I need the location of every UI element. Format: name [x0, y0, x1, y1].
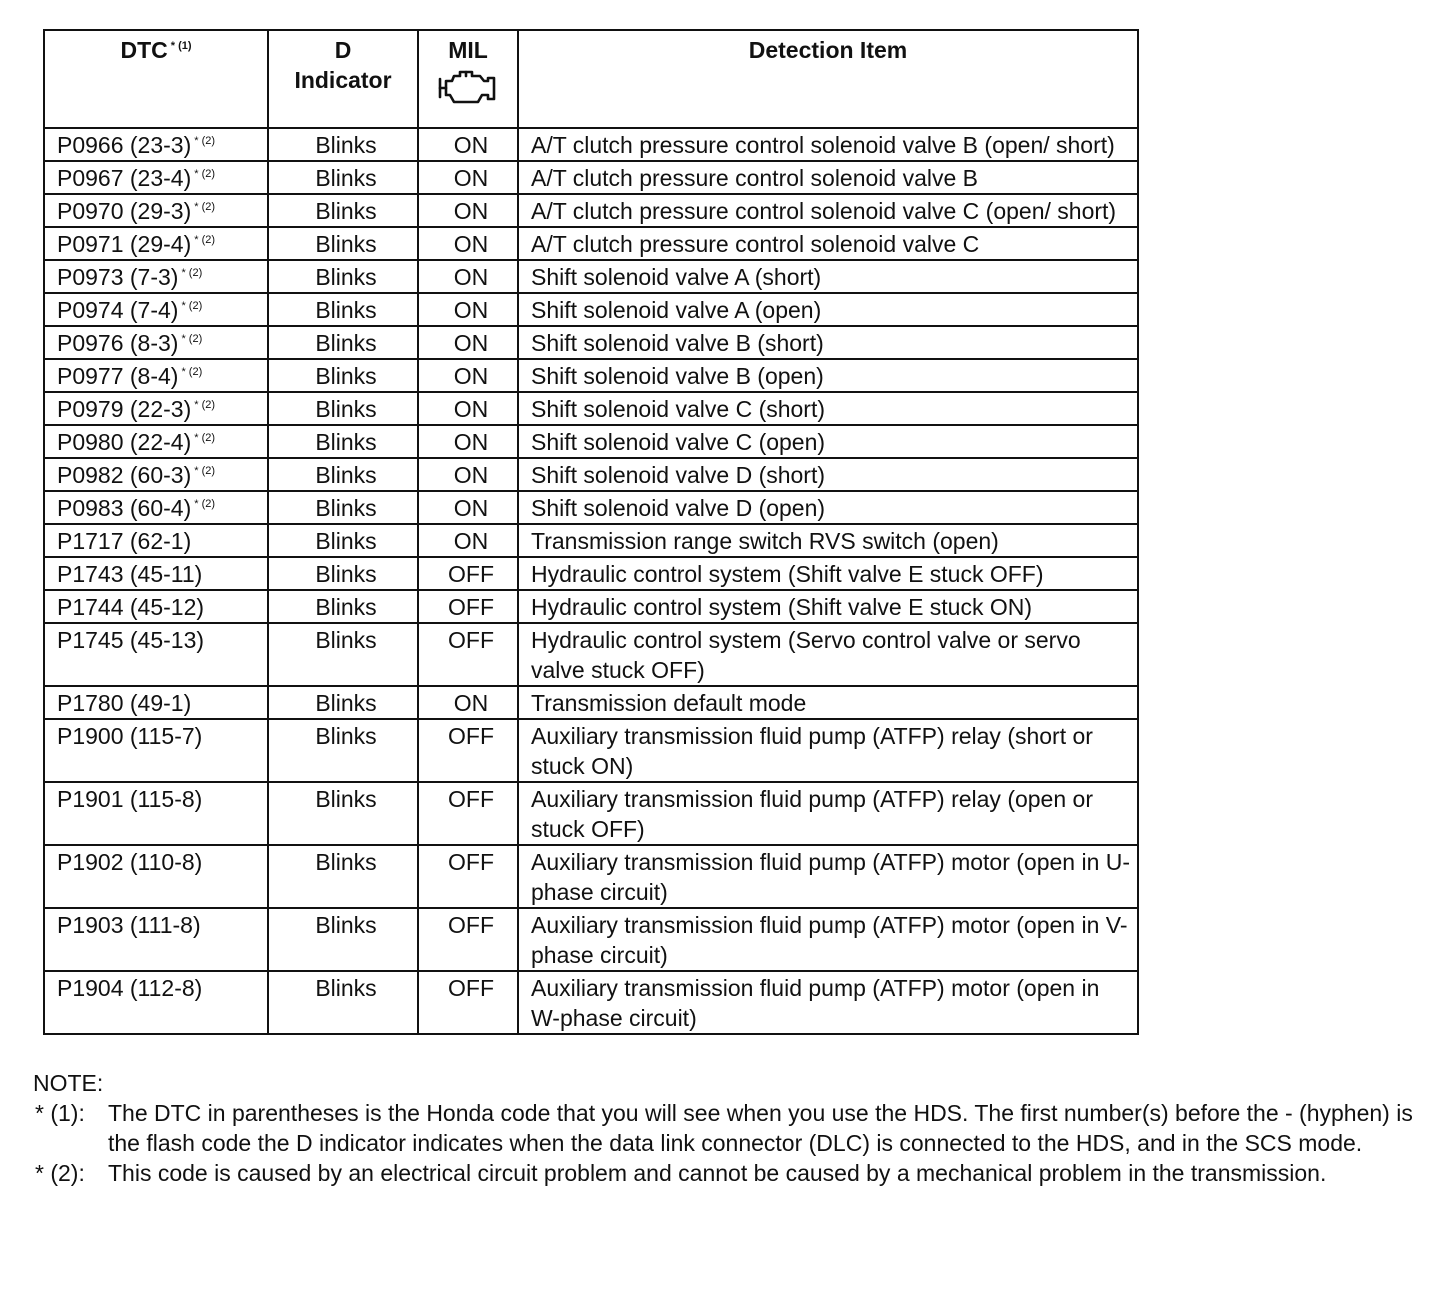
cell-detection-item: Shift solenoid valve B (short): [518, 326, 1138, 359]
cell-dtc: [44, 425, 268, 458]
table-row: [44, 524, 1138, 557]
dtc-footnote-mark: * (2): [194, 135, 216, 147]
dtc-footnote-mark: * (2): [181, 300, 203, 312]
dtc-code: P0973 (7-3): [57, 264, 179, 290]
dtc-code: P0974 (7-4): [57, 297, 179, 323]
header-dtc-footnote-mark: * (1): [170, 40, 192, 52]
cell-detection-item: Shift solenoid valve B (open): [518, 359, 1138, 392]
table-header-row: [44, 30, 1138, 128]
cell-detection-item: A/T clutch pressure control solenoid valve C (open/ short): [518, 194, 1138, 227]
cell-detection-item: Shift solenoid valve D (open): [518, 491, 1138, 524]
cell-d-indicator: Blinks: [268, 623, 418, 686]
cell-d-indicator: Blinks: [268, 524, 418, 557]
dtc-code: P0971 (29-4): [57, 231, 192, 257]
cell-dtc: [44, 719, 268, 782]
cell-detection-item: Hydraulic control system (Shift valve E stuck ON): [518, 590, 1138, 623]
table-row: [44, 227, 1138, 260]
note-key-2: * (2):: [35, 1160, 85, 1186]
dtc-table: [43, 29, 1139, 1035]
cell-mil: OFF: [418, 971, 518, 1034]
dtc-code: P0980 (22-4): [57, 429, 192, 455]
dtc-table-body: [44, 128, 1138, 1034]
cell-dtc: [44, 623, 268, 686]
cell-detection-item: Auxiliary transmission fluid pump (ATFP) motor (open in U-phase circuit): [518, 845, 1138, 908]
table-row: [44, 359, 1138, 392]
cell-mil: OFF: [418, 908, 518, 971]
cell-dtc: [44, 326, 268, 359]
cell-dtc: [44, 557, 268, 590]
header-mil-label: MIL: [448, 37, 488, 63]
dtc-code: P1780 (49-1): [57, 690, 192, 716]
table-row: [44, 590, 1138, 623]
cell-mil: ON: [418, 293, 518, 326]
cell-detection-item: A/T clutch pressure control solenoid valve B: [518, 161, 1138, 194]
header-d-indicator: [268, 30, 418, 128]
cell-mil: ON: [418, 524, 518, 557]
cell-detection-item: Auxiliary transmission fluid pump (ATFP) motor (open in V-phase circuit): [518, 908, 1138, 971]
cell-dtc: [44, 908, 268, 971]
dtc-footnote-mark: * (2): [181, 267, 203, 279]
cell-d-indicator: Blinks: [268, 227, 418, 260]
dtc-code: P1745 (45-13): [57, 627, 205, 653]
cell-d-indicator: Blinks: [268, 161, 418, 194]
note-text-2: This code is caused by an electrical circuit problem and cannot be caused by a mechanical problem in the transmission.: [108, 1160, 1327, 1186]
cell-d-indicator: Blinks: [268, 293, 418, 326]
table-row: [44, 623, 1138, 686]
cell-mil: ON: [418, 128, 518, 161]
cell-dtc: [44, 128, 268, 161]
dtc-footnote-mark: * (2): [194, 432, 216, 444]
table-row: [44, 971, 1138, 1034]
header-detection-item: [518, 30, 1138, 128]
cell-dtc: [44, 359, 268, 392]
cell-mil: ON: [418, 227, 518, 260]
notes-section: [33, 1068, 1423, 1188]
engine-check-icon: [436, 67, 500, 107]
cell-dtc: [44, 458, 268, 491]
cell-mil: OFF: [418, 590, 518, 623]
dtc-footnote-mark: * (2): [194, 498, 216, 510]
cell-detection-item: Shift solenoid valve C (open): [518, 425, 1138, 458]
cell-d-indicator: Blinks: [268, 719, 418, 782]
cell-mil: ON: [418, 194, 518, 227]
note-key-1: * (1):: [35, 1100, 85, 1126]
header-d-line2: Indicator: [294, 67, 392, 93]
cell-mil: ON: [418, 161, 518, 194]
table-row: [44, 458, 1138, 491]
cell-mil: ON: [418, 491, 518, 524]
table-row: [44, 161, 1138, 194]
table-row: [44, 845, 1138, 908]
cell-d-indicator: Blinks: [268, 359, 418, 392]
cell-dtc: [44, 392, 268, 425]
cell-dtc: [44, 782, 268, 845]
cell-d-indicator: Blinks: [268, 128, 418, 161]
cell-dtc: [44, 194, 268, 227]
table-row: [44, 293, 1138, 326]
cell-mil: OFF: [418, 623, 518, 686]
note-item-1: [33, 1098, 1423, 1158]
cell-mil: ON: [418, 359, 518, 392]
cell-dtc: [44, 227, 268, 260]
cell-dtc: [44, 971, 268, 1034]
dtc-footnote-mark: * (2): [194, 399, 216, 411]
cell-mil: ON: [418, 425, 518, 458]
dtc-footnote-mark: * (2): [194, 234, 216, 246]
cell-detection-item: Transmission default mode: [518, 686, 1138, 719]
dtc-code: P0967 (23-4): [57, 165, 192, 191]
dtc-code: P0979 (22-3): [57, 396, 192, 422]
cell-dtc: [44, 686, 268, 719]
dtc-code: P1903 (111-8): [57, 912, 201, 938]
cell-mil: ON: [418, 260, 518, 293]
cell-mil: OFF: [418, 719, 518, 782]
cell-mil: ON: [418, 458, 518, 491]
header-detection-label: Detection Item: [748, 37, 908, 63]
cell-dtc: [44, 590, 268, 623]
cell-d-indicator: Blinks: [268, 425, 418, 458]
table-row: [44, 425, 1138, 458]
dtc-code: P1743 (45-11): [57, 561, 203, 587]
dtc-code: P1902 (110-8): [57, 849, 203, 875]
cell-d-indicator: Blinks: [268, 458, 418, 491]
header-dtc-label: DTC: [120, 37, 168, 63]
table-row: [44, 686, 1138, 719]
cell-mil: OFF: [418, 557, 518, 590]
cell-detection-item: A/T clutch pressure control solenoid valve C: [518, 227, 1138, 260]
table-row: [44, 908, 1138, 971]
cell-dtc: [44, 524, 268, 557]
cell-detection-item: Hydraulic control system (Shift valve E stuck OFF): [518, 557, 1138, 590]
table-row: [44, 392, 1138, 425]
cell-d-indicator: Blinks: [268, 326, 418, 359]
dtc-code: P1904 (112-8): [57, 975, 203, 1001]
dtc-code: P0977 (8-4): [57, 363, 179, 389]
table-row: [44, 782, 1138, 845]
cell-d-indicator: Blinks: [268, 194, 418, 227]
dtc-code: P0976 (8-3): [57, 330, 179, 356]
cell-d-indicator: Blinks: [268, 392, 418, 425]
cell-dtc: [44, 293, 268, 326]
cell-detection-item: Auxiliary transmission fluid pump (ATFP) motor (open in W-phase circuit): [518, 971, 1138, 1034]
cell-detection-item: Shift solenoid valve A (open): [518, 293, 1138, 326]
cell-detection-item: Shift solenoid valve A (short): [518, 260, 1138, 293]
note-item-2: [33, 1158, 1423, 1188]
cell-detection-item: A/T clutch pressure control solenoid valve B (open/ short): [518, 128, 1138, 161]
dtc-code: P1717 (62-1): [57, 528, 192, 554]
cell-detection-item: Shift solenoid valve D (short): [518, 458, 1138, 491]
cell-d-indicator: Blinks: [268, 557, 418, 590]
cell-d-indicator: Blinks: [268, 845, 418, 908]
cell-detection-item: Shift solenoid valve C (short): [518, 392, 1138, 425]
dtc-code: P0970 (29-3): [57, 198, 192, 224]
cell-d-indicator: Blinks: [268, 971, 418, 1034]
dtc-footnote-mark: * (2): [194, 201, 216, 213]
dtc-footnote-mark: * (2): [181, 333, 203, 345]
cell-d-indicator: Blinks: [268, 908, 418, 971]
dtc-code: P0983 (60-4): [57, 495, 192, 521]
cell-d-indicator: Blinks: [268, 686, 418, 719]
dtc-code: P1744 (45-12): [57, 594, 205, 620]
cell-mil: ON: [418, 326, 518, 359]
dtc-code: P1901 (115-8): [57, 786, 203, 812]
table-row: [44, 557, 1138, 590]
table-row: [44, 194, 1138, 227]
table-row: [44, 326, 1138, 359]
dtc-code: P1900 (115-7): [57, 723, 203, 749]
cell-mil: OFF: [418, 782, 518, 845]
table-row: [44, 260, 1138, 293]
cell-dtc: [44, 491, 268, 524]
cell-detection-item: Hydraulic control system (Servo control valve or servo valve stuck OFF): [518, 623, 1138, 686]
dtc-footnote-mark: * (2): [194, 465, 216, 477]
cell-dtc: [44, 161, 268, 194]
cell-detection-item: Transmission range switch RVS switch (open): [518, 524, 1138, 557]
cell-dtc: [44, 845, 268, 908]
note-text-1: The DTC in parentheses is the Honda code that you will see when you use the HDS. The first number(s) before the - (hyphen) is the flash code the D indicator indicates when the data link connector (DLC) is connected to the HDS, and in the SCS mode.: [108, 1100, 1413, 1156]
header-dtc: [44, 30, 268, 128]
table-row: [44, 719, 1138, 782]
dtc-footnote-mark: * (2): [181, 366, 203, 378]
cell-mil: ON: [418, 392, 518, 425]
dtc-code: P0982 (60-3): [57, 462, 192, 488]
table-row: [44, 128, 1138, 161]
cell-d-indicator: Blinks: [268, 590, 418, 623]
table-row: [44, 491, 1138, 524]
cell-d-indicator: Blinks: [268, 491, 418, 524]
cell-mil: OFF: [418, 845, 518, 908]
header-d-line1: D: [334, 37, 352, 63]
cell-mil: ON: [418, 686, 518, 719]
cell-detection-item: Auxiliary transmission fluid pump (ATFP) relay (open or stuck OFF): [518, 782, 1138, 845]
cell-detection-item: Auxiliary transmission fluid pump (ATFP) relay (short or stuck ON): [518, 719, 1138, 782]
notes-heading: NOTE:: [33, 1070, 104, 1096]
cell-d-indicator: Blinks: [268, 260, 418, 293]
header-mil: [418, 30, 518, 128]
dtc-footnote-mark: * (2): [194, 168, 216, 180]
dtc-code: P0966 (23-3): [57, 132, 192, 158]
cell-dtc: [44, 260, 268, 293]
cell-d-indicator: Blinks: [268, 782, 418, 845]
